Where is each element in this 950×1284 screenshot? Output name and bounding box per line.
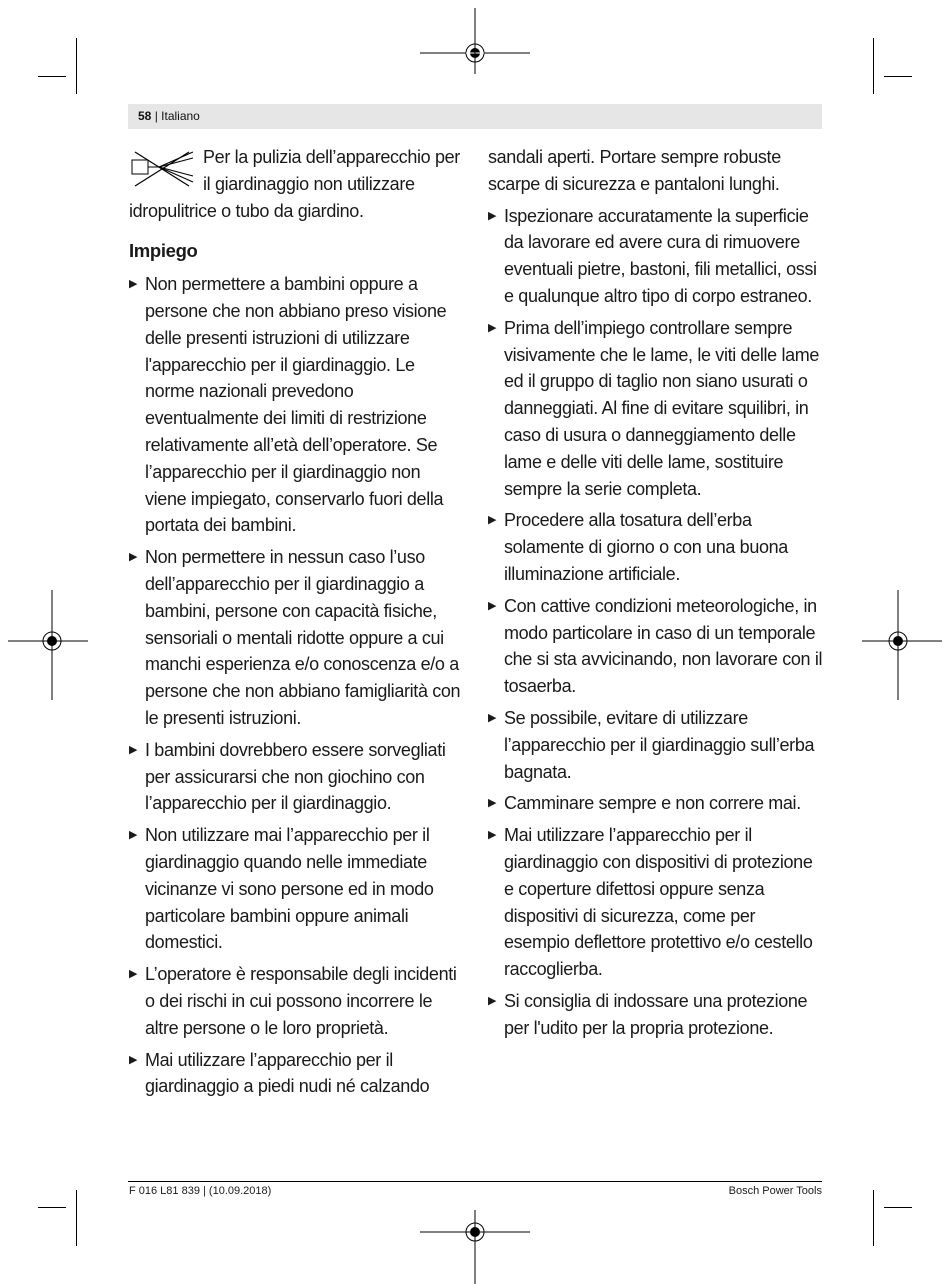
header-language: Italiano: [161, 109, 200, 123]
intro-text: Per la pulizia dell’apparecchio per il giardinaggio non utilizzare idropulitrice o tubo da giardino.: [129, 147, 460, 221]
continued-text: sandali aperti. Portare sempre robuste scarpe di sicurezza e pantaloni lunghi.: [488, 147, 781, 194]
right-column: [488, 144, 824, 1047]
page-header-bar: [128, 104, 822, 129]
page-number: 58: [138, 109, 152, 123]
triangle-right-icon: ▶: [488, 599, 497, 612]
list-item: ▶ Non permettere a bambini oppure a persone che non abbiano preso visione delle presenti istruzioni di utilizzare l'apparecchio per il giardinaggio. Le norme nazionali prevedono eventualmente dei limiti di restrizione relativamente all’età dell’operatore. Se l’apparecchio per il giardinaggio non viene impiegato, conservarlo fuori della portata dei bambini.: [129, 271, 465, 539]
triangle-right-icon: ▶: [488, 711, 497, 724]
crop-mark: [873, 38, 874, 94]
triangle-right-icon: ▶: [488, 994, 497, 1007]
registration-mark-icon: [8, 590, 88, 700]
list-item: ▶ Mai utilizzare l’apparecchio per il giardinaggio a piedi nudi né calzando: [129, 1047, 465, 1101]
crop-mark: [76, 1190, 77, 1246]
list-item: ▶ I bambini dovrebbero essere sorvegliati per assicurarsi che non giochino con l’apparecchio per il giardinaggio.: [129, 737, 465, 817]
list-item: ▶ Si consiglia di indossare una protezione per l'udito per la propria protezione.: [488, 988, 824, 1042]
crop-mark: [38, 1207, 66, 1208]
no-water-jet-icon: [129, 146, 197, 192]
list-item: ▶ Se possibile, evitare di utilizzare l’apparecchio per il giardinaggio sull’erba bagnata.: [488, 705, 824, 785]
page-header: 58 | Italiano: [138, 109, 200, 123]
section-heading: Impiego: [129, 240, 198, 262]
list-item: ▶ L’operatore è responsabile degli incidenti o dei rischi in cui possono incorrere le altre persone o le loro proprietà.: [129, 961, 465, 1041]
triangle-right-icon: ▶: [488, 797, 497, 810]
list-item: ▶ Procedere alla tosatura dell’erba solamente di giorno o con una buona illuminazione artificiale.: [488, 507, 824, 587]
crop-mark: [884, 1207, 912, 1208]
triangle-right-icon: ▶: [129, 551, 138, 564]
crop-mark: [76, 38, 77, 94]
right-bullet-list: [488, 203, 824, 1042]
triangle-right-icon: ▶: [488, 321, 497, 334]
crop-mark: [884, 76, 912, 77]
triangle-right-icon: ▶: [129, 968, 138, 981]
footer-brand: Bosch Power Tools: [728, 1185, 822, 1197]
list-item: ▶ Ispezionare accuratamente la superficie da lavorare ed avere cura di rimuovere eventuali pietre, bastoni, fili metallici, ossi e qualunque altro tipo di corpo estraneo.: [488, 203, 824, 310]
list-item: ▶ Con cattive condizioni meteorologiche, in modo particolare in caso di un temporale che si sta avvicinando, non lavorare con il tosaerba.: [488, 593, 824, 700]
cleaning-warning: [129, 144, 465, 224]
triangle-right-icon: ▶: [129, 743, 138, 756]
registration-mark-icon: [862, 590, 942, 700]
triangle-right-icon: ▶: [129, 829, 138, 842]
list-item: ▶ Non permettere in nessun caso l’uso dell’apparecchio per il giardinaggio a bambini, persone con capacità fisiche, sensoriali o mentali ridotte oppure a cui manchi esperienza e/o conoscenza e/o a persone che non abbiano famigliarità con le presenti istruzioni.: [129, 544, 465, 732]
left-bullet-list: [129, 271, 465, 1100]
registration-mark-icon: [420, 8, 530, 88]
triangle-right-icon: ▶: [488, 829, 497, 842]
registration-mark-icon: [420, 1200, 530, 1284]
triangle-right-icon: ▶: [129, 278, 138, 291]
footer-doc-id: F 016 L81 839 | (10.09.2018): [129, 1185, 272, 1197]
triangle-right-icon: ▶: [488, 209, 497, 222]
list-item: ▶ Non utilizzare mai l’apparecchio per il giardinaggio quando nelle immediate vicinanze vi sono persone ed in modo particolare bambini oppure animali domestici.: [129, 822, 465, 956]
list-item: ▶ Camminare sempre e non correre mai.: [488, 790, 824, 817]
triangle-right-icon: ▶: [129, 1053, 138, 1066]
footer-rule: [128, 1181, 822, 1182]
list-item: ▶ Mai utilizzare l’apparecchio per il giardinaggio con dispositivi di protezione e coperture difettosi oppure senza dispositivi di sicurezza, come per esempio deflettore protettivo e/o cestello raccoglierba.: [488, 822, 824, 983]
crop-mark: [38, 76, 66, 77]
list-item: ▶ Prima dell’impiego controllare sempre visivamente che le lame, le viti delle lame ed il gruppo di taglio non siano usurati o danneggiati. Al fine di evitare squilibri, in caso di usura o danneggiamento delle lame e delle viti delle lame, sostituire sempre la serie completa.: [488, 315, 824, 503]
crop-mark: [873, 1190, 874, 1246]
triangle-right-icon: ▶: [488, 514, 497, 527]
left-column: [129, 144, 465, 1105]
